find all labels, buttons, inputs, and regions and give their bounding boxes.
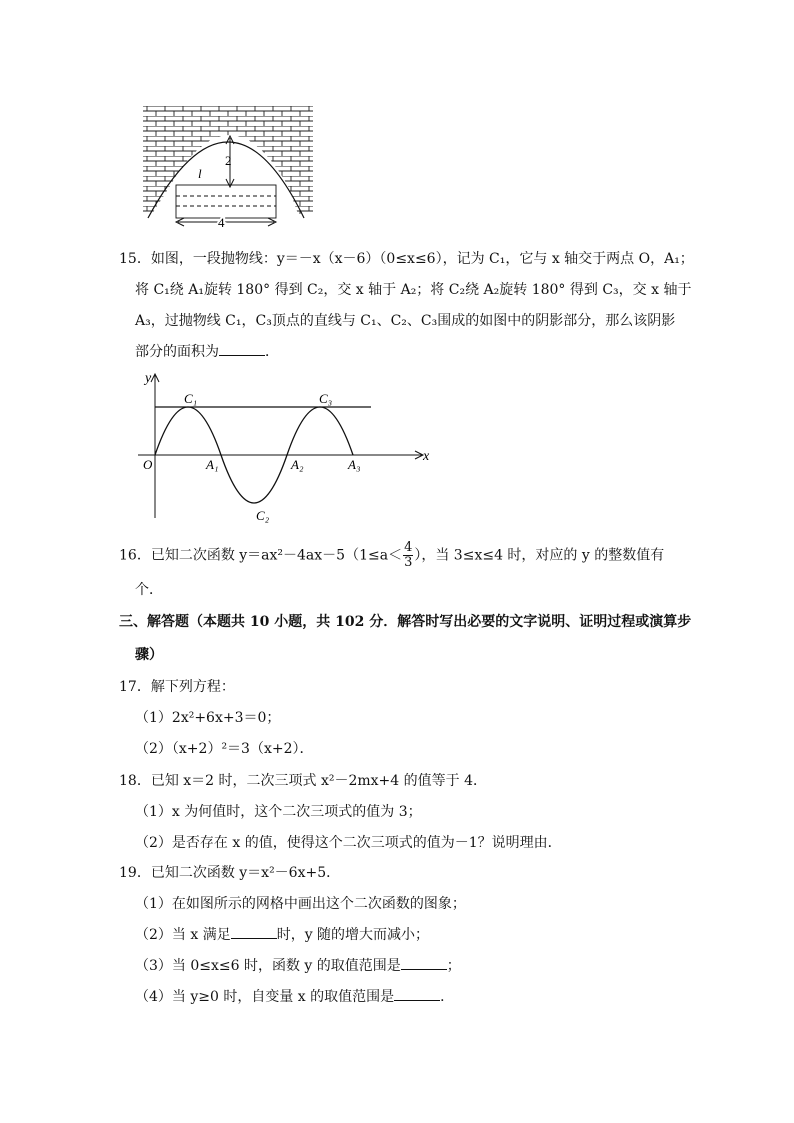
a1-label: A₁ (206, 457, 219, 472)
q17-title: 17．解下列方程： (119, 679, 235, 695)
q18-title: 18．已知 x＝2 时，二次三项式 x²－2mx+4 的值等于 4． (119, 773, 487, 789)
a3-label: A₃ (348, 457, 361, 472)
q18-part1: （1）x 为何值时，这个二次三项式的值为 3； (135, 804, 422, 820)
q15-end: ． (265, 344, 279, 360)
q15-line2: 将 C₁绕 A₁旋转 180° 得到 C₂，交 x 轴于 A₂；将 C₂绕 A₂旋转 180° 得到 C₃，交 x 轴于 (135, 282, 692, 298)
answer-blank[interactable] (219, 343, 265, 356)
q17-part2: （2）（x+2）²＝3（x+2）． (135, 741, 314, 757)
c2-label: C₂ (256, 508, 270, 523)
q19-p4-text: （4）当 y≥0 时，自变量 x 的取值范围是 (135, 989, 395, 1005)
section3-heading-cont: 骤） (135, 647, 163, 663)
q16-text-b: ），当 3≤x≤4 时，对应的 y 的整数值有 (414, 547, 665, 564)
q16-text-a: 16．已知二次函数 y＝ax²－4ax－5（1≤a＜ (119, 547, 403, 564)
q19-p4-text-end: ． (440, 989, 455, 1005)
q19-part3 (135, 957, 461, 975)
q16-line1 (119, 541, 664, 570)
q19-part2 (135, 926, 429, 944)
tunnel-figure (138, 106, 318, 230)
answer-blank[interactable] (231, 926, 277, 939)
q19-part4 (135, 988, 454, 1006)
fraction-denominator: 3 (404, 555, 413, 570)
q15-line3: A₃，过抛物线 C₁，C₃顶点的直线与 C₁、C₂、C₃围成的如图中的阴影部分，那么该阴影 (135, 313, 676, 329)
q15-text: 部分的面积为 (135, 344, 219, 360)
c1-label: C₁ (184, 391, 198, 406)
height-label: 2 (225, 153, 232, 168)
q19-title: 19．已知二次函数 y＝x²－6x+5． (119, 865, 341, 881)
q19-p2-text: （2）当 x 满足 (135, 927, 231, 943)
q19-p3-text: （3）当 0≤x≤6 时，函数 y 的取值范围是 (135, 958, 401, 974)
origin-label: O (143, 457, 153, 472)
answer-blank[interactable] (401, 957, 447, 970)
wave-figure (133, 368, 433, 528)
q19-p2-text-end: 时，y 随的增大而减小； (276, 927, 430, 943)
a2-label: A₂ (291, 457, 304, 472)
c3-label: C₃ (319, 391, 333, 406)
q16-line2: 个． (135, 582, 163, 598)
section3-heading: 三、解答题（本题共 10 小题，共 102 分．解答时写出必要的文字说明、证明过程或演算步 (119, 614, 692, 630)
x-axis-label: x (423, 449, 430, 464)
q15-line4 (135, 343, 279, 361)
q15-line1: 15．如图，一段抛物线：y＝－x（x－6）（0≤x≤6），记为 C₁，它与 x 轴交于两点 O，A₁； (119, 251, 694, 267)
y-axis-label: y (145, 371, 152, 386)
q19-part1: （1）在如图所示的网格中画出这个二次函数的图象； (135, 896, 466, 912)
q18-part2: （2）是否存在 x 的值，使得这个二次三项式的值为－1？说明理由． (135, 835, 562, 851)
line-label: l (198, 166, 202, 181)
fraction-numerator: 4 (404, 540, 413, 555)
width-label: 4 (218, 215, 225, 230)
fraction (403, 541, 413, 570)
answer-blank[interactable] (394, 988, 440, 1001)
q17-part1: （1）2x²+6x+3＝0； (135, 710, 281, 726)
q19-p3-text-end: ； (446, 958, 461, 974)
vehicle-box (176, 185, 276, 218)
